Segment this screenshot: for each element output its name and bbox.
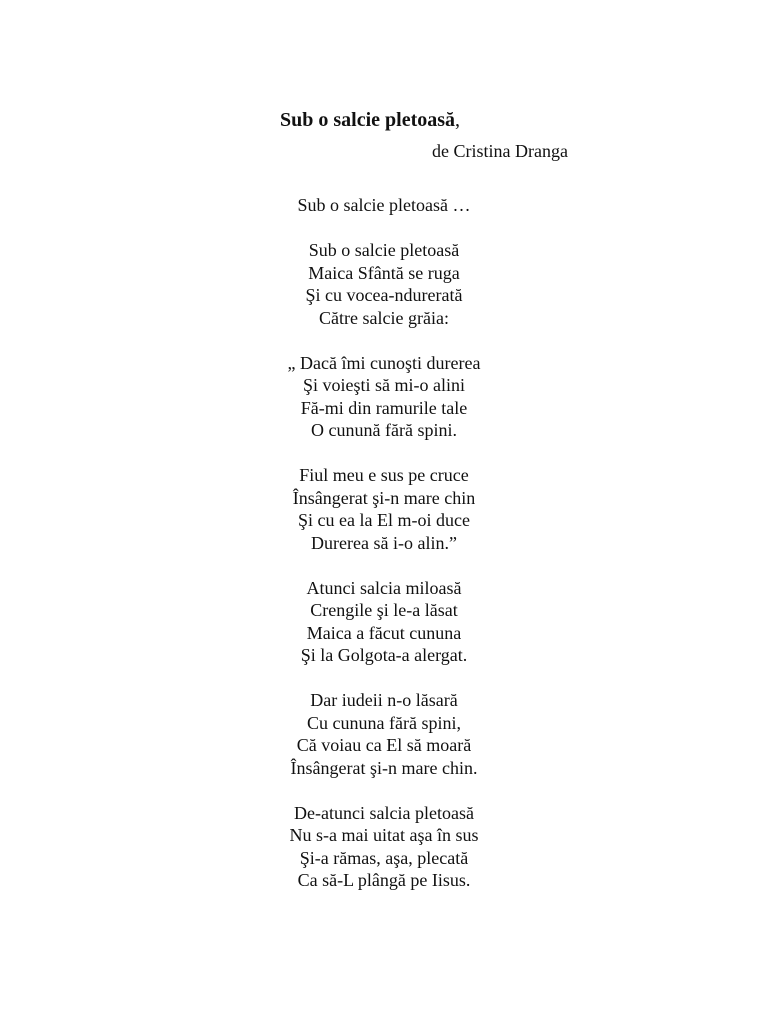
stanza-2 (234, 352, 534, 442)
verse-line: Şi cu vocea-ndurerată (305, 285, 463, 305)
stanza-6 (234, 802, 534, 892)
verse-line: Maica a făcut cununa (306, 622, 462, 643)
verse-line: Fă-mi din ramurile tale (300, 397, 468, 418)
poem-author: de Cristina Dranga (432, 141, 568, 161)
verse-line: „ Dacă îmi cunoşti durerea (287, 352, 481, 373)
stanza-1 (234, 239, 534, 329)
poem-intro: Sub o salcie pletoasă … (297, 195, 471, 215)
stanza-4 (234, 577, 534, 667)
verse-line: Însângerat şi-n mare chin. (290, 757, 478, 778)
stanza-5 (234, 689, 534, 779)
verse-line: Dar iudeii n-o lăsară (310, 690, 458, 710)
verse-line: Nu s-a mai uitat aşa în sus (289, 825, 479, 845)
verse-line: Crengile şi le-a lăsat (310, 600, 458, 620)
verse-line: Şi cu ea la El m-oi duce (298, 510, 470, 530)
verse-line: O cunună fără spini. (311, 420, 457, 440)
verse-line: Şi voieşti să mi-o alini (303, 375, 465, 395)
poem-title-text: Sub o salcie pletoasă (280, 109, 456, 131)
verse-line: Către salcie grăia: (319, 307, 449, 328)
verse-line: Şi-a rămas, aşa, plecată (299, 847, 469, 868)
verse-line: Şi la Golgota-a alergat. (300, 645, 468, 665)
verse-line: Însângerat şi-n mare chin (292, 487, 476, 508)
verse-line: Fiul meu e sus pe cruce (299, 465, 469, 485)
verse-line: Că voiau ca El să moară (296, 735, 472, 755)
poem-title-comma: , (455, 109, 461, 131)
verse-line: Maica Sfântă se ruga (308, 262, 460, 283)
verse-line: Sub o salcie pletoasă (308, 240, 460, 260)
verse-line: Ca să-L plângă pe Iisus. (297, 870, 471, 890)
verse-line: Durerea să i-o alin.” (311, 532, 457, 553)
verse-line: Atunci salcia miloasă (306, 577, 462, 598)
stanza-3 (234, 464, 534, 554)
verse-line: De-atunci salcia pletoasă (294, 802, 474, 823)
verse-line: Cu cununa fără spini, (307, 712, 461, 733)
poem-body (234, 194, 534, 892)
poem-title (280, 107, 460, 133)
